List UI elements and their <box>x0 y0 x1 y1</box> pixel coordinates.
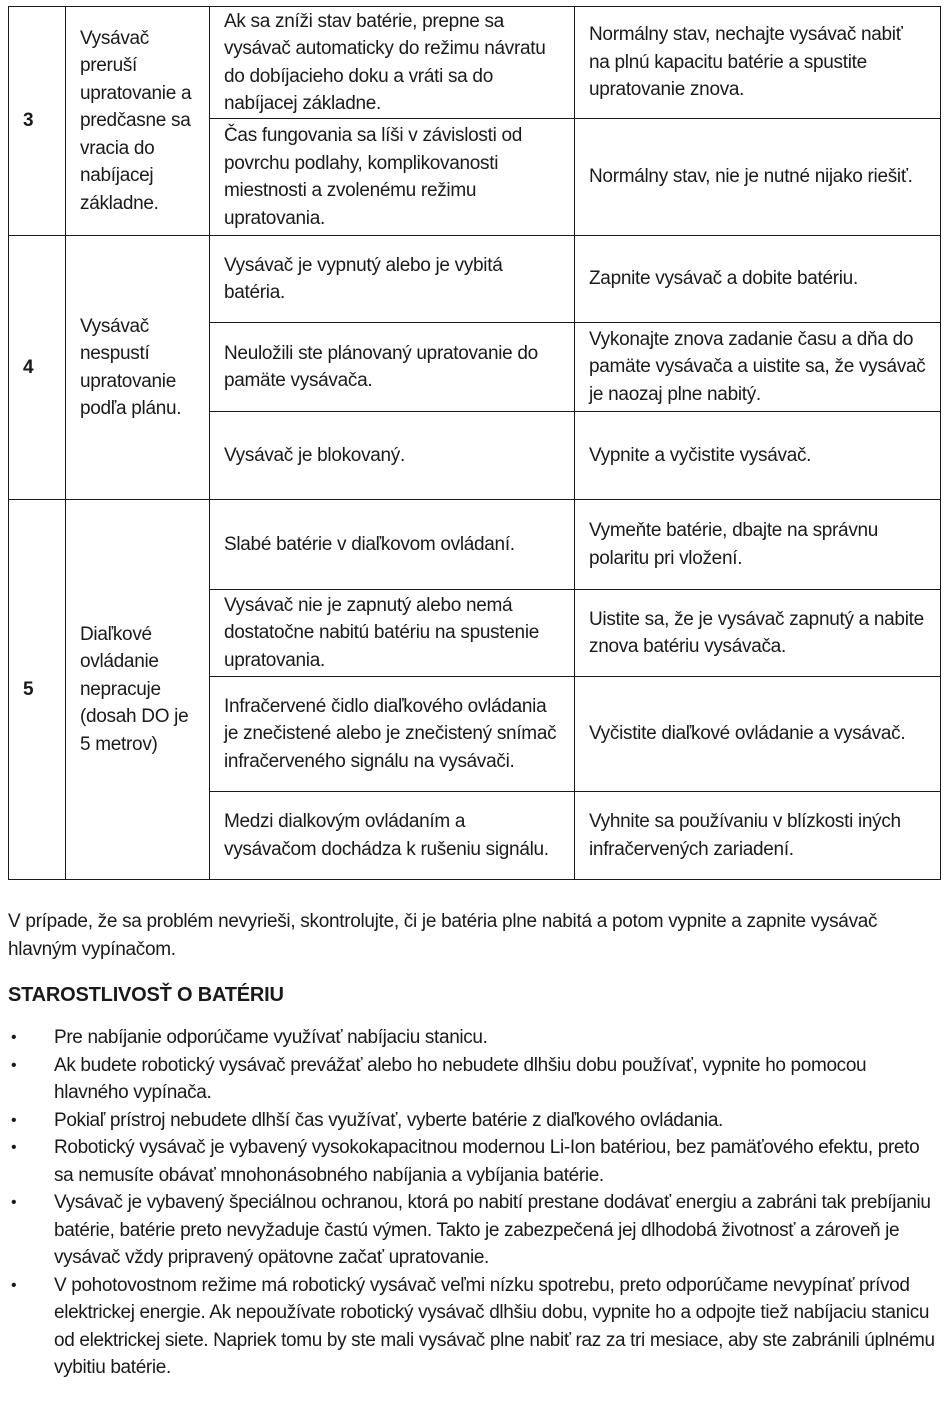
row-number: 4 <box>9 236 66 500</box>
list-item-text: Pre nabíjanie odporúčame využívať nabíjaciu stanicu. <box>54 1027 488 1048</box>
row-number: 3 <box>9 7 66 236</box>
bullet-icon: • <box>11 1276 17 1294</box>
cause-cell: Infračervené čidlo diaľkového ovládania je znečistené alebo je znečistený snímač infračerveného signálu na vysávači. <box>210 677 575 792</box>
bullet-icon: • <box>11 1194 17 1211</box>
list-item <box>8 1107 943 1135</box>
list-item-text: Pokiaľ prístroj nebudete dlhší čas využívať, vyberte batérie z diaľkového ovládania. <box>54 1109 723 1131</box>
bullet-icon: • <box>11 1139 17 1156</box>
bullet-icon: • <box>11 1056 17 1074</box>
table-row <box>9 7 941 119</box>
notice-paragraph: V prípade, že sa problém nevyrieši, skontrolujte, či je batéria plne nabitá a potom vypnite a zapnite vysávač hlavným vypínačom. <box>8 911 878 960</box>
solution-cell: Uistite sa, že je vysávač zapnutý a nabite znova batériu vysávača. <box>575 590 941 677</box>
cause-cell: Vysávač je blokovaný. <box>210 412 575 500</box>
bullet-icon: • <box>11 1029 17 1046</box>
battery-care-list <box>8 1024 943 1382</box>
problem-cell: Diaľkové ovládanie nepracuje (dosah DO je 5 metrov) <box>66 500 210 880</box>
list-item <box>8 1272 943 1382</box>
table-row <box>9 500 941 590</box>
problem-cell: Vysávač nespustí upratovanie podľa plánu. <box>66 236 210 500</box>
solution-cell: Vykonajte znova zadanie času a dňa do pamäte vysávača a uistite sa, že vysávač je naozaj plne nabitý. <box>575 323 941 412</box>
cause-cell: Slabé batérie v diaľkovom ovládaní. <box>210 500 575 590</box>
list-item-text: Robotický vysávač je vybavený vysokokapacitnou modernou Li-Ion batériou, bez pamäťového efektu, preto sa nemusíte obávať mnohonásobného nabíjania a vybíjania batérie. <box>54 1137 920 1186</box>
solution-cell: Vyhnite sa používaniu v blízkosti iných infračervených zariadení. <box>575 792 941 880</box>
list-item <box>8 1134 943 1189</box>
solution-cell: Normálny stav, nie je nutné nijako riešiť. <box>575 119 941 236</box>
table-row <box>9 236 941 323</box>
troubleshooting-table <box>8 6 941 880</box>
problem-cell: Vysávač preruší upratovanie a predčasne sa vracia do nabíjacej základne. <box>66 7 210 236</box>
cause-cell: Neuložili ste plánovaný upratovanie do pamäte vysávača. <box>210 323 575 412</box>
list-item-text: V pohotovostnom režime má robotický vysávač veľmi nízku spotrebu, preto odporúčame nevypínať prívod elektrickej energie. Ak nepoužívate robotický vysávač dlhšiu dobu, vypnite ho a odpojte tiež nabíjaciu stanicu od elektrickej siete. Napriek tomu by ste mali vysávač plne nabiť raz za tri mesiace, aby ste zabránili úplnému vybitiu batérie. <box>54 1274 935 1378</box>
list-item <box>8 1189 943 1272</box>
list-item-text: Vysávač je vybavený špeciálnou ochranou, ktorá po nabití prestane dodávať energiu a zabráni tak prebíjaniu batérie, batérie preto nevyžaduje častú výmen. Takto je zabezpečená jej dlhodobá životnosť a zároveň je vysávač vždy pripravený opätovne začať upratovanie. <box>54 1192 931 1268</box>
cause-cell: Medzi dialkovým ovládaním a vysávačom dochádza k rušeniu signálu. <box>210 792 575 880</box>
row-number: 5 <box>9 500 66 880</box>
solution-cell: Normálny stav, nechajte vysávač nabiť na plnú kapacitu batérie a spustite upratovanie znova. <box>575 7 941 119</box>
cause-cell: Ak sa zníži stav batérie, prepne sa vysávač automaticky do režimu návratu do dobíjacieho doku a vráti sa do nabíjacej základne. <box>210 7 575 119</box>
cause-cell: Čas fungovania sa líši v závislosti od povrchu podlahy, komplikovanosti miestnosti a zvolenému režimu upratovania. <box>210 119 575 236</box>
list-item <box>8 1052 943 1107</box>
solution-cell: Vymeňte batérie, dbajte na správnu polaritu pri vložení. <box>575 500 941 590</box>
solution-cell: Vypnite a vyčistite vysávač. <box>575 412 941 500</box>
list-item <box>8 1024 943 1052</box>
solution-cell: Vyčistite diaľkové ovládanie a vysávač. <box>575 677 941 792</box>
list-item-text: Ak budete robotický vysávač prevážať alebo ho nebudete dlhšiu dobu používať, vypnite ho pomocou hlavného vypínača. <box>54 1054 867 1103</box>
cause-cell: Vysávač je vypnutý alebo je vybitá batéria. <box>210 236 575 323</box>
bullet-icon: • <box>11 1111 17 1129</box>
battery-care-heading: STAROSTLIVOSŤ O BATÉRIU <box>8 984 284 1006</box>
cause-cell: Vysávač nie je zapnutý alebo nemá dostatočne nabitú batériu na spustenie upratovania. <box>210 590 575 677</box>
solution-cell: Zapnite vysávač a dobite batériu. <box>575 236 941 323</box>
